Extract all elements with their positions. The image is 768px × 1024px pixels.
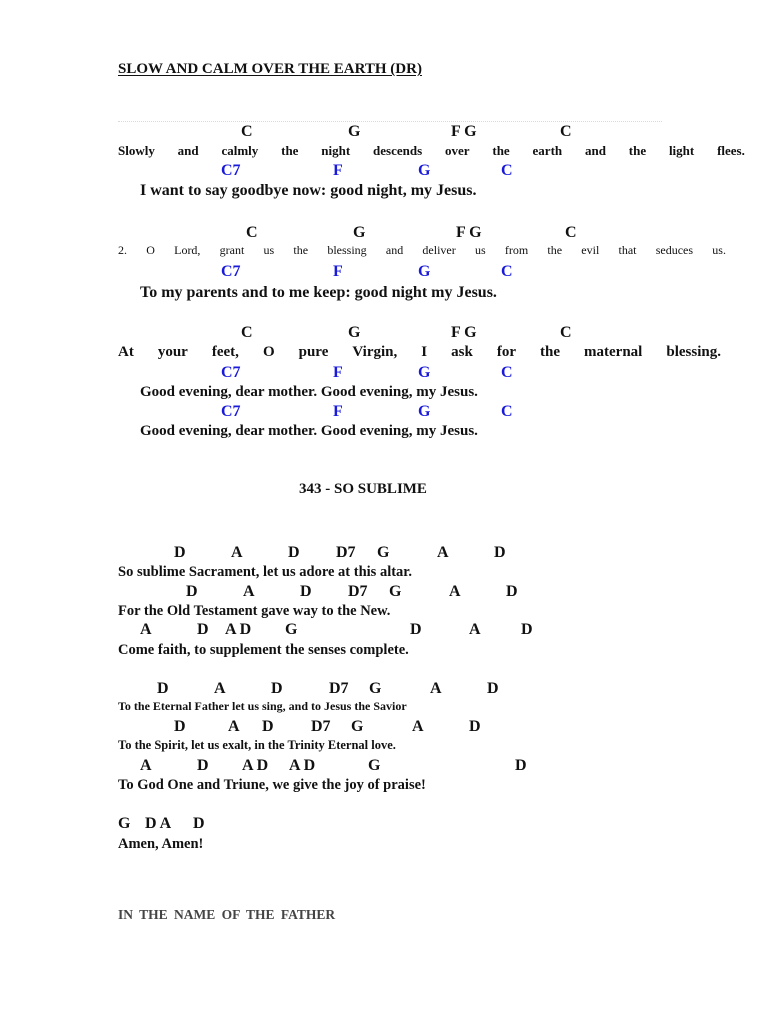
chord: D bbox=[469, 718, 481, 735]
song-title: SLOW AND CALM OVER THE EARTH (DR) bbox=[118, 61, 422, 77]
chord: D bbox=[521, 621, 533, 638]
chord: A D bbox=[289, 757, 316, 774]
refrain-line: Good evening, dear mother. Good evening, my Jesus. bbox=[140, 423, 478, 439]
chord: F bbox=[333, 403, 343, 420]
chord: C bbox=[246, 224, 258, 241]
chord: G bbox=[389, 583, 402, 600]
chord: G bbox=[369, 680, 382, 697]
chord: D bbox=[174, 718, 186, 735]
chord: F bbox=[333, 364, 343, 381]
lyric-line: To God One and Triune, we give the joy of praise! bbox=[118, 777, 426, 793]
chord: A bbox=[214, 680, 226, 697]
chord: G bbox=[348, 123, 361, 140]
chord: C bbox=[501, 162, 513, 179]
chord: A bbox=[231, 544, 243, 561]
chord: F G bbox=[451, 324, 477, 341]
divider bbox=[118, 121, 662, 122]
chord: G bbox=[368, 757, 381, 774]
chord: D bbox=[515, 757, 527, 774]
chord: D bbox=[410, 621, 422, 638]
chord: D A bbox=[145, 815, 172, 832]
chord: G bbox=[351, 718, 364, 735]
chord: G bbox=[118, 815, 131, 832]
chord: A D bbox=[242, 757, 269, 774]
chord: C bbox=[501, 364, 513, 381]
chord: F bbox=[333, 263, 343, 280]
chord: D7 bbox=[336, 544, 356, 561]
refrain-line: Good evening, dear mother. Good evening, my Jesus. bbox=[140, 384, 478, 400]
chord: D bbox=[288, 544, 300, 561]
chord: C7 bbox=[221, 162, 241, 179]
song-title: 343 - SO SUBLIME bbox=[299, 481, 427, 497]
lyric-line: 2. O Lord, grant us the blessing and deliver us from the evil that seduces us. bbox=[118, 243, 726, 257]
lyric-line: Come faith, to supplement the senses complete. bbox=[118, 642, 409, 658]
chord: A bbox=[430, 680, 442, 697]
chord: C bbox=[241, 123, 253, 140]
chord: D bbox=[197, 757, 209, 774]
chord: D bbox=[300, 583, 312, 600]
chord: D7 bbox=[329, 680, 349, 697]
chord: G bbox=[418, 403, 431, 420]
chord: A D bbox=[225, 621, 252, 638]
refrain-line: I want to say goodbye now: good night, my Jesus. bbox=[140, 182, 477, 199]
chord: D bbox=[174, 544, 186, 561]
chord: G bbox=[285, 621, 298, 638]
chord: A bbox=[469, 621, 481, 638]
chord: A bbox=[449, 583, 461, 600]
refrain-line: To my parents and to me keep: good night my Jesus. bbox=[140, 284, 497, 301]
chord: D bbox=[487, 680, 499, 697]
chord: C bbox=[565, 224, 577, 241]
chord: C bbox=[241, 324, 253, 341]
lyric-line: Slowly and calmly the night descends over the earth and the light flees. bbox=[118, 143, 745, 158]
chord: A bbox=[243, 583, 255, 600]
chord: D7 bbox=[311, 718, 331, 735]
chord: G bbox=[418, 162, 431, 179]
chord: D bbox=[197, 621, 209, 638]
chord: A bbox=[228, 718, 240, 735]
chord: G bbox=[348, 324, 361, 341]
chord: D bbox=[494, 544, 506, 561]
chord: D bbox=[193, 815, 205, 832]
chord: A bbox=[437, 544, 449, 561]
chord: A bbox=[140, 757, 152, 774]
next-section-title: IN THE NAME OF THE FATHER bbox=[118, 907, 336, 922]
chord: C bbox=[501, 263, 513, 280]
chord: F bbox=[333, 162, 343, 179]
lyric-line: Amen, Amen! bbox=[118, 836, 204, 852]
chord: C7 bbox=[221, 403, 241, 420]
lyric-line: For the Old Testament gave way to the New. bbox=[118, 603, 391, 619]
chord: C bbox=[560, 123, 572, 140]
chord: D bbox=[157, 680, 169, 697]
lyric-line: At your feet, O pure Virgin, I ask for the maternal blessing. bbox=[118, 344, 721, 360]
chord: D bbox=[186, 583, 198, 600]
chord: D bbox=[271, 680, 283, 697]
chord: G bbox=[418, 263, 431, 280]
chord: G bbox=[377, 544, 390, 561]
chord: A bbox=[140, 621, 152, 638]
lyric-line: To the Eternal Father let us sing, and to Jesus the Savior bbox=[118, 699, 407, 713]
chord: G bbox=[418, 364, 431, 381]
chord: F G bbox=[451, 123, 477, 140]
chord: F G bbox=[456, 224, 482, 241]
lyric-line: To the Spirit, let us exalt, in the Trinity Eternal love. bbox=[118, 738, 396, 752]
chord: C bbox=[501, 403, 513, 420]
chord: D bbox=[506, 583, 518, 600]
lyric-line: So sublime Sacrament, let us adore at this altar. bbox=[118, 564, 413, 580]
chord: A bbox=[412, 718, 424, 735]
chord: G bbox=[353, 224, 366, 241]
chord: C bbox=[560, 324, 572, 341]
chord: C7 bbox=[221, 364, 241, 381]
chord: C7 bbox=[221, 263, 241, 280]
chord: D7 bbox=[348, 583, 368, 600]
chord: D bbox=[262, 718, 274, 735]
